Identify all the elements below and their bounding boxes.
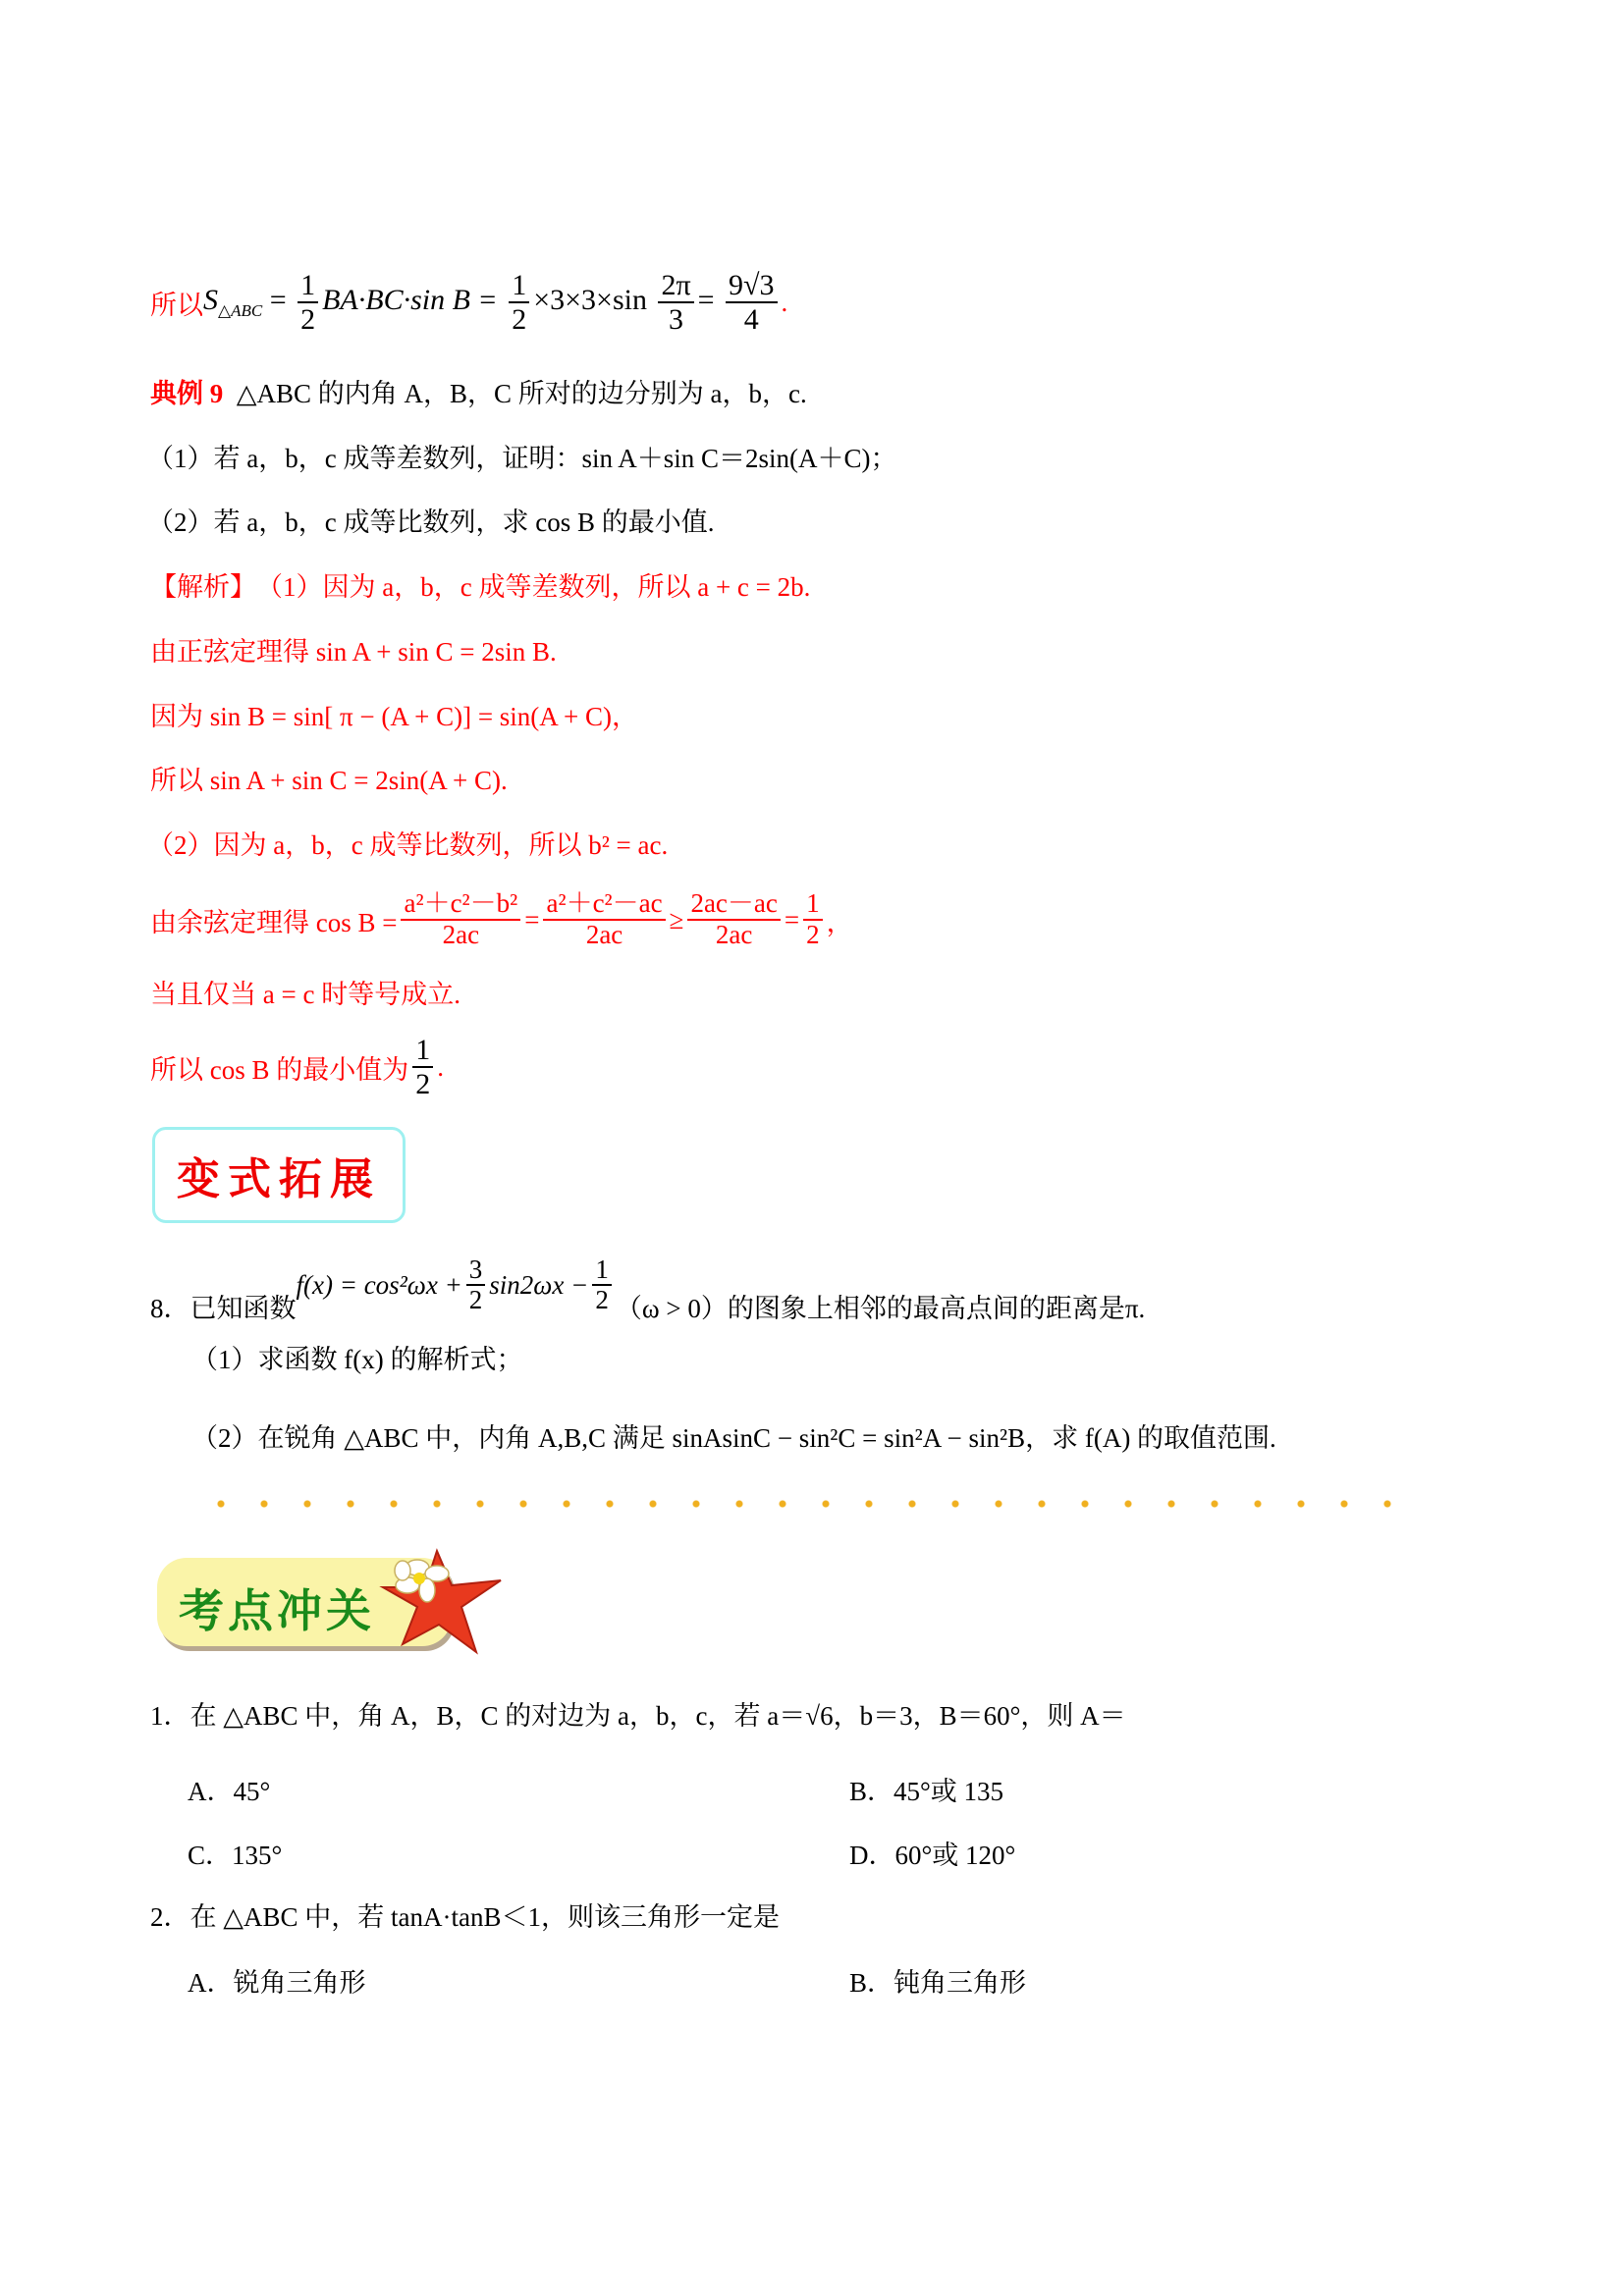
text: .	[781, 287, 788, 317]
math-text: f(x) = cos²ωx +	[296, 1269, 462, 1300]
math-text: ×3×3×sin	[533, 283, 647, 316]
problem8-q1: （1）求函数 f(x) 的解析式；	[191, 1344, 523, 1374]
num: 3	[466, 1255, 486, 1287]
s-symbol: S	[203, 283, 218, 316]
eq: =	[784, 904, 800, 934]
den: 2	[595, 1285, 609, 1315]
num: 2π	[658, 269, 693, 303]
num: 1	[592, 1255, 612, 1287]
prev-solution-line	[150, 269, 788, 336]
analysis-line-6	[150, 888, 853, 951]
den: 2	[415, 1068, 431, 1100]
fraction	[803, 889, 823, 949]
num: 2ac－ac	[687, 889, 780, 921]
question-2-option-a[interactable]: A．锐角三角形	[188, 1968, 366, 1998]
text: .	[437, 1051, 444, 1082]
question-1-option-d[interactable]: D．60°或 120°	[849, 1841, 1016, 1870]
num: 1	[298, 269, 318, 303]
fraction	[543, 889, 665, 949]
banner-title: 考点冲关	[179, 1584, 375, 1637]
problem8-stem	[150, 1247, 1145, 1325]
text: 8．已知函数	[150, 1294, 297, 1323]
text: ，	[826, 907, 853, 937]
eq: =	[697, 283, 715, 316]
analysis-line-4: 所以 sin A + sin C = 2sin(A + C).	[150, 765, 508, 795]
starfish-flower-icon	[378, 1546, 511, 1659]
question-1-option-a[interactable]: A．45°	[188, 1777, 271, 1806]
fraction	[401, 889, 520, 949]
section-title-variant-extension: 变式拓展	[152, 1127, 406, 1223]
text: （ω > 0）的图象上相邻的最高点间的距离是π.	[615, 1294, 1146, 1323]
analysis-label: 【解析】	[150, 571, 256, 602]
fraction	[298, 269, 318, 336]
section-banner-exam-points	[157, 1546, 511, 1659]
eq: =	[269, 283, 287, 316]
den: 4	[743, 303, 759, 336]
question-1-option-b[interactable]: B．45°或 135	[849, 1777, 1004, 1806]
den: 2	[300, 303, 316, 336]
den: 2ac	[715, 920, 753, 949]
analysis-line-3: 因为 sin B = sin[ π − (A + C)] = sin(A + C)，	[150, 701, 639, 731]
dotted-divider	[199, 1498, 1425, 1510]
math	[203, 269, 782, 336]
fraction	[687, 889, 780, 949]
example-label: 典例 9	[150, 378, 224, 408]
fraction	[726, 269, 777, 336]
analysis-line-8	[150, 1036, 444, 1098]
eq: =	[524, 904, 540, 934]
den: 2	[468, 1285, 483, 1315]
fraction	[509, 269, 529, 336]
text: 所以 cos B 的最小值为	[150, 1054, 409, 1085]
example-stem-text: △ABC 的内角 A，B，C 所对的边分别为 a，b，c.	[236, 378, 807, 408]
math-text: sin2ωx −	[489, 1269, 589, 1300]
math-text: BA·BC·sin B =	[322, 283, 498, 316]
subscript: △ABC	[218, 300, 263, 320]
problem8-q2: （2）在锐角 △ABC 中，内角 A,B,C 满足 sinAsinC − sin²C = sin²A − sin²B，求 f(A) 的取值范围.	[191, 1422, 1276, 1453]
question-2-stem: 2．在 △ABC 中，若 tanA·tanB＜1，则该三角形一定是	[150, 1901, 780, 1932]
text: （1）因为 a，b，c 成等差数列，所以 a + c = 2b.	[256, 571, 811, 602]
num: a²＋c²－ac	[543, 889, 665, 921]
example9-stem	[150, 371, 807, 410]
ge: ≥	[669, 904, 684, 934]
den: 2ac	[585, 920, 623, 949]
den: 2	[806, 920, 820, 949]
analysis-line-7: 当且仅当 a = c 时等号成立.	[150, 979, 460, 1009]
question-1-option-c[interactable]: C．135°	[188, 1841, 283, 1870]
fraction	[658, 269, 693, 336]
den: 2ac	[442, 920, 480, 949]
den: 3	[669, 303, 684, 336]
question-1-stem: 1．在 △ABC 中，角 A，B，C 的对边为 a，b，c，若 a＝√6，b＝3，B＝60°，则 A＝	[150, 1700, 1126, 1731]
fraction	[466, 1255, 486, 1315]
text: 所以	[150, 290, 203, 320]
question-2-option-b[interactable]: B．钝角三角形	[849, 1968, 1027, 1998]
num: a²＋c²－b²	[401, 889, 520, 921]
text: 由余弦定理得 cos B =	[150, 907, 398, 937]
example9-q2: （2）若 a，b，c 成等比数列，求 cos B 的最小值.	[147, 507, 715, 537]
den: 2	[512, 303, 527, 336]
fraction	[412, 1034, 433, 1100]
fraction	[592, 1255, 612, 1315]
function-formula	[297, 1255, 616, 1315]
analysis-line-5: （2）因为 a，b，c 成等比数列，所以 b² = ac.	[147, 829, 669, 860]
num: 1	[412, 1034, 433, 1068]
analysis-line-2: 由正弦定理得 sin A + sin C = 2sin B.	[150, 636, 557, 667]
analysis-line-1	[150, 564, 810, 604]
num: 9√3	[726, 269, 777, 303]
num: 1	[803, 889, 823, 921]
num: 1	[509, 269, 529, 303]
example9-q1: （1）若 a，b，c 成等差数列，证明：sin A＋sin C＝2sin(A＋C)；	[147, 443, 897, 473]
